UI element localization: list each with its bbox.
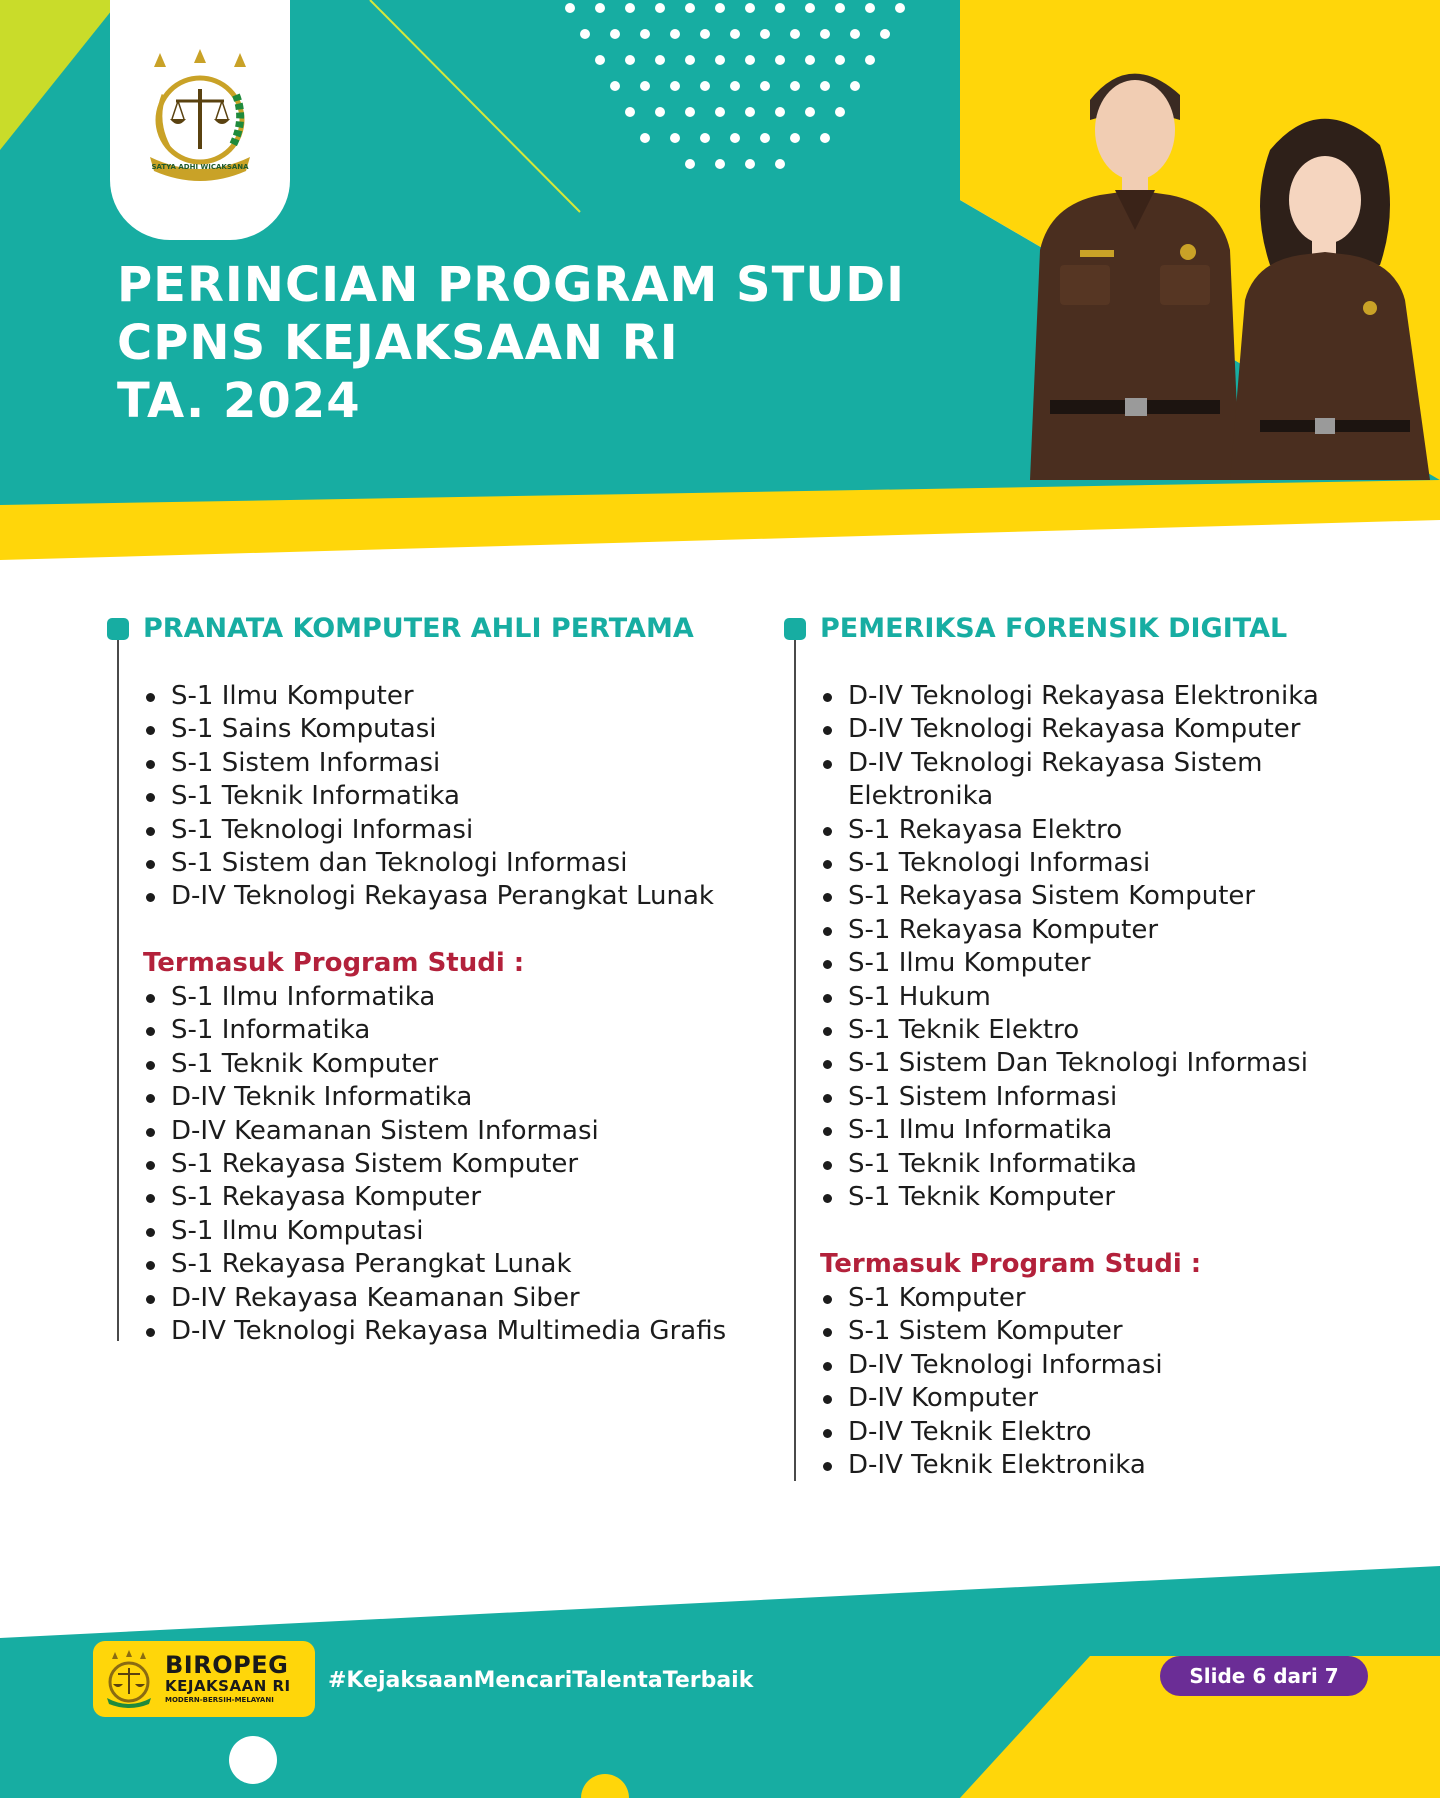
list-item: S-1 Sistem Informasi (143, 747, 714, 780)
header-banner (0, 0, 1440, 560)
biropeg-emblem-icon (101, 1650, 157, 1708)
biropeg-subtitle: KEJAKSAAN RI (165, 1677, 291, 1695)
list-item: S-1 Rekayasa Komputer (143, 1181, 726, 1214)
male-officer-figure (1030, 74, 1240, 480)
list-item: S-1 Teknologi Informasi (143, 814, 714, 847)
list-item: S-1 Rekayasa Perangkat Lunak (143, 1248, 726, 1281)
list-item: D-IV Teknologi Informasi (820, 1349, 1163, 1382)
list-item: S-1 Rekayasa Sistem Komputer (820, 880, 1380, 913)
column-heading: PRANATA KOMPUTER AHLI PERTAMA (143, 613, 694, 644)
list-item: S-1 Rekayasa Elektro (820, 814, 1380, 847)
list-item: D-IV Teknik Elektro (820, 1416, 1163, 1449)
list-item: S-1 Sistem Informasi (820, 1081, 1380, 1114)
list-item: D-IV Teknik Informatika (143, 1081, 726, 1114)
list-item: S-1 Sains Komputasi (143, 713, 714, 746)
list-item: S-1 Teknik Elektro (820, 1014, 1380, 1047)
list-item: D-IV Teknik Elektronika (820, 1449, 1163, 1482)
list-item: S-1 Ilmu Komputasi (143, 1215, 726, 1248)
title-line-2: CPNS KEJAKSAAN RI (117, 315, 679, 371)
list-item: S-1 Teknik Informatika (820, 1148, 1380, 1181)
list-item: S-1 Informatika (143, 1014, 726, 1047)
list-item: S-1 Sistem dan Teknologi Informasi (143, 847, 714, 880)
list-item: D-IV Rekayasa Keamanan Siber (143, 1282, 726, 1315)
list-item: D-IV Teknologi Rekayasa Sistem Elektronika (820, 747, 1290, 814)
included-label: Termasuk Program Studi : (143, 948, 525, 978)
list-item: S-1 Ilmu Komputer (143, 680, 714, 713)
biropeg-title: BIROPEG (165, 1651, 289, 1679)
program-list (820, 680, 1380, 1215)
list-item: D-IV Komputer (820, 1382, 1163, 1415)
title-line-1: PERINCIAN PROGRAM STUDI (117, 257, 905, 313)
biropeg-logo-badge (93, 1641, 315, 1717)
title-line-3: TA. 2024 (117, 373, 361, 429)
list-item: S-1 Teknologi Informasi (820, 847, 1380, 880)
included-program-list (820, 1282, 1163, 1482)
biropeg-tagline: MODERN-BERSIH-MELAYANI (165, 1696, 274, 1704)
list-item: S-1 Sistem Dan Teknologi Informasi (820, 1047, 1380, 1080)
list-item: D-IV Teknologi Rekayasa Komputer (820, 713, 1380, 746)
list-item: S-1 Ilmu Informatika (143, 981, 726, 1014)
logo-motto: SATYA ADHI WICAKSANA (151, 163, 249, 171)
kejaksaan-emblem-icon (130, 45, 270, 195)
list-item: S-1 Rekayasa Komputer (820, 914, 1380, 947)
list-item: D-IV Teknologi Rekayasa Multimedia Grafis (143, 1315, 726, 1348)
hashtag-text: #KejaksaanMencariTalentaTerbaik (328, 1668, 754, 1693)
footer-banner (0, 1560, 1440, 1798)
female-officer-figure (1230, 119, 1430, 480)
list-item: S-1 Sistem Komputer (820, 1315, 1163, 1348)
list-item: S-1 Rekayasa Sistem Komputer (143, 1148, 726, 1181)
included-label: Termasuk Program Studi : (820, 1249, 1202, 1279)
list-item: S-1 Teknik Informatika (143, 780, 714, 813)
list-item: S-1 Teknik Komputer (820, 1181, 1380, 1214)
list-item: S-1 Ilmu Komputer (820, 947, 1380, 980)
heading-marker-icon (107, 618, 129, 640)
officers-illustration (1020, 40, 1440, 480)
slide-indicator: Slide 6 dari 7 (1160, 1656, 1368, 1696)
list-item: S-1 Hukum (820, 981, 1380, 1014)
heading-marker-icon (784, 618, 806, 640)
list-item: S-1 Teknik Komputer (143, 1048, 726, 1081)
column-divider-line (794, 631, 796, 1481)
program-list (143, 680, 714, 914)
list-item: D-IV Keamanan Sistem Informasi (143, 1115, 726, 1148)
included-program-list (143, 981, 726, 1348)
list-item: D-IV Teknologi Rekayasa Perangkat Lunak (143, 880, 714, 913)
list-item: S-1 Ilmu Informatika (820, 1114, 1380, 1147)
column-divider-line (117, 631, 119, 1341)
page-title (117, 256, 977, 430)
column-heading: PEMERIKSA FORENSIK DIGITAL (820, 613, 1288, 644)
list-item: S-1 Komputer (820, 1282, 1163, 1315)
list-item: D-IV Teknologi Rekayasa Elektronika (820, 680, 1380, 713)
kejaksaan-logo-badge (110, 0, 290, 240)
